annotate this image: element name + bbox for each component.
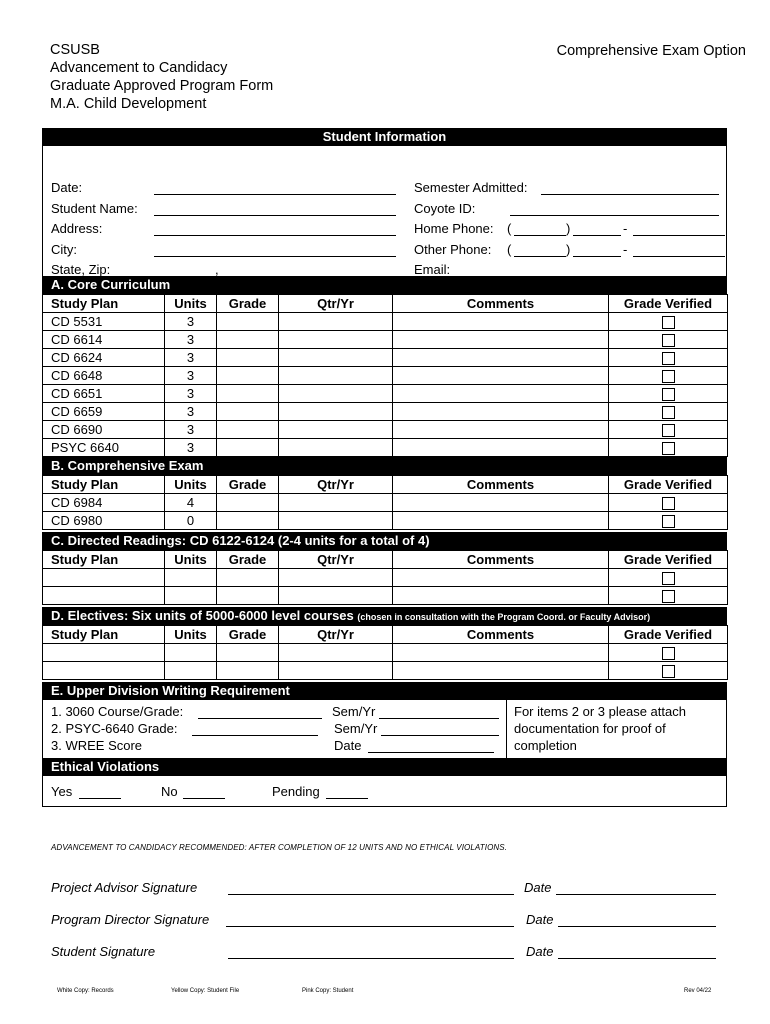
program-director-date[interactable] [558,912,716,927]
col-qtr-yr: Qtr/Yr [279,551,393,569]
grade-cell[interactable] [217,349,279,367]
units-cell[interactable] [165,569,217,587]
table-row [43,385,728,403]
grade-cell[interactable] [217,403,279,421]
email-field[interactable] [476,262,725,277]
col-units: Units [165,295,217,313]
grade-cell[interactable] [217,367,279,385]
course-code-cell[interactable] [43,587,165,605]
grade-cell[interactable] [217,587,279,605]
sem-yr-field-2[interactable] [381,721,499,736]
verified-cell [609,494,728,512]
qtr-yr-cell[interactable] [279,662,393,680]
comments-cell[interactable] [393,512,609,530]
qtr-yr-cell[interactable] [279,569,393,587]
student-info-header: Student Information [42,128,727,146]
zip-field[interactable] [227,262,396,277]
course-units: 4 [165,494,217,512]
home-phone-open: ( [507,221,512,236]
col-study-plan: Study Plan [43,476,165,494]
date-label-wree: Date [334,738,362,753]
table-row [43,313,728,331]
course-code: CD 6690 [43,421,165,439]
writing-item-2: 2. PSYC-6640 Grade: [51,721,178,736]
units-cell[interactable] [165,587,217,605]
col-grade: Grade [217,626,279,644]
col-grade: Grade [217,295,279,313]
grade-cell[interactable] [217,662,279,680]
col-qtr-yr: Qtr/Yr [279,476,393,494]
col-units: Units [165,626,217,644]
comments-cell[interactable] [393,644,609,662]
table-header-row [43,295,728,313]
home-phone-prefix[interactable] [573,221,621,236]
grade-verified-checkbox[interactable] [662,442,675,455]
course-code: CD 5531 [43,313,165,331]
qtr-yr-cell[interactable] [279,349,393,367]
qtr-yr-cell[interactable] [279,421,393,439]
yes-field[interactable] [79,784,121,799]
other-phone-number[interactable] [633,242,725,257]
grade-verified-checkbox[interactable] [662,406,675,419]
col-grade-verified: Grade Verified [609,551,728,569]
verified-cell [609,512,728,530]
col-comments: Comments [393,295,609,313]
verified-cell [609,644,728,662]
student-name-label: Student Name: [51,201,138,216]
email-label: Email: [414,262,451,277]
attach-note-line-3: completion [514,738,577,753]
table-row [43,644,728,662]
writing-requirement-header: E. Upper Division Writing Requirement [42,682,727,700]
col-study-plan: Study Plan [43,551,165,569]
table-row [43,349,728,367]
no-label: No [161,784,178,799]
electives-title: D. Electives: Six units of 5000-6000 level courses [51,608,354,623]
footer-pink-copy: Pink Copy: Student [302,988,354,994]
qtr-yr-cell[interactable] [279,367,393,385]
qtr-yr-cell[interactable] [279,512,393,530]
address-field[interactable] [154,221,396,236]
table-row [43,494,728,512]
qtr-yr-cell[interactable] [279,587,393,605]
course-units: 3 [165,331,217,349]
exam-option-title: Comprehensive Exam Option [556,43,746,59]
col-qtr-yr: Qtr/Yr [279,626,393,644]
state-zip-separator: , [215,262,219,277]
course-code: PSYC 6640 [43,439,165,457]
program-director-date-label: Date [526,912,554,927]
units-cell[interactable] [165,662,217,680]
verified-cell [609,403,728,421]
course-code-cell[interactable] [43,569,165,587]
pending-label: Pending [272,784,320,799]
grade-verified-checkbox[interactable] [662,388,675,401]
course-units: 3 [165,421,217,439]
comments-cell[interactable] [393,569,609,587]
electives-table [42,625,728,680]
comments-cell[interactable] [393,421,609,439]
comments-cell[interactable] [393,662,609,680]
address-label: Address: [51,221,103,236]
grade-verified-checkbox[interactable] [662,352,675,365]
grade-cell[interactable] [217,439,279,457]
qtr-yr-cell[interactable] [279,403,393,421]
date-label: Date: [51,180,83,195]
grade-cell[interactable] [217,512,279,530]
attach-note-line-2: documentation for proof of [514,721,666,736]
table-header-row [43,626,728,644]
other-phone-dash: - [623,242,628,257]
verified-cell [609,421,728,439]
course-units: 0 [165,512,217,530]
verified-cell [609,587,728,605]
program-director-label: Program Director Signature [51,912,210,927]
table-row [43,421,728,439]
home-phone-number[interactable] [633,221,725,236]
core-curriculum-header: A. Core Curriculum [42,276,727,294]
home-phone-label: Home Phone: [414,221,494,236]
comments-cell[interactable] [393,313,609,331]
comments-cell[interactable] [393,385,609,403]
col-grade: Grade [217,476,279,494]
psyc-grade-field[interactable] [192,721,318,736]
home-phone-dash: - [623,221,628,236]
grade-cell[interactable] [217,494,279,512]
program-form [42,128,727,807]
verified-cell [609,313,728,331]
grade-cell[interactable] [217,385,279,403]
comments-cell[interactable] [393,349,609,367]
grade-verified-checkbox[interactable] [662,316,675,329]
course-units: 3 [165,385,217,403]
col-qtr-yr: Qtr/Yr [279,295,393,313]
project-advisor-date[interactable] [556,880,716,895]
student-date-label: Date [526,944,554,959]
grade-verified-checkbox[interactable] [662,424,675,437]
verified-cell [609,569,728,587]
verified-cell [609,367,728,385]
table-row [43,569,728,587]
grade-verified-checkbox[interactable] [662,572,675,585]
comprehensive-exam-header: B. Comprehensive Exam [42,457,727,475]
comments-cell[interactable] [393,367,609,385]
state-field[interactable] [154,262,214,277]
verified-cell [609,349,728,367]
pending-field[interactable] [326,784,368,799]
writing-item-3: 3. WREE Score [51,738,143,753]
header-line-3: Graduate Approved Program Form [50,78,274,94]
verified-cell [609,385,728,403]
table-header-row [43,551,728,569]
col-comments: Comments [393,476,609,494]
qtr-yr-cell[interactable] [279,494,393,512]
course-units: 3 [165,439,217,457]
project-advisor-label: Project Advisor Signature [51,880,198,895]
table-row [43,439,728,457]
qtr-yr-cell[interactable] [279,331,393,349]
student-signature-label: Student Signature [51,944,156,959]
grade-cell[interactable] [217,331,279,349]
sem-yr-label-2: Sem/Yr [334,721,378,736]
qtr-yr-cell[interactable] [279,439,393,457]
table-row [43,331,728,349]
other-phone-prefix[interactable] [573,242,621,257]
course-code: CD 6648 [43,367,165,385]
comments-cell[interactable] [393,331,609,349]
home-phone-area[interactable] [514,221,566,236]
comments-cell[interactable] [393,403,609,421]
yes-label: Yes [51,784,73,799]
project-advisor-signature[interactable] [228,880,514,895]
course-units: 3 [165,403,217,421]
grade-verified-checkbox[interactable] [662,665,675,678]
course-grade-field[interactable] [198,704,322,719]
table-row [43,587,728,605]
table-row [43,512,728,530]
semester-admitted-field[interactable] [541,180,719,195]
course-code: CD 6984 [43,494,165,512]
verified-cell [609,439,728,457]
qtr-yr-cell[interactable] [279,385,393,403]
col-comments: Comments [393,626,609,644]
ethical-violations-header: Ethical Violations [42,758,727,776]
comprehensive-exam-table [42,475,728,530]
student-date[interactable] [558,944,716,959]
verified-cell [609,662,728,680]
col-grade-verified: Grade Verified [609,476,728,494]
comments-cell[interactable] [393,439,609,457]
other-phone-open: ( [507,242,512,257]
course-code-cell[interactable] [43,644,165,662]
units-cell[interactable] [165,644,217,662]
comments-cell[interactable] [393,494,609,512]
sem-yr-field-1[interactable] [379,704,499,719]
attach-note-line-1: For items 2 or 3 please attach [514,704,686,719]
coyote-id-field[interactable] [510,201,719,216]
col-units: Units [165,476,217,494]
grade-cell[interactable] [217,644,279,662]
grade-cell[interactable] [217,313,279,331]
electives-note: (chosen in consultation with the Program Coord. or Faculty Advisor) [357,612,651,622]
coyote-id-label: Coyote ID: [414,201,476,216]
table-header-row [43,476,728,494]
grade-verified-checkbox[interactable] [662,647,675,660]
course-units: 3 [165,367,217,385]
col-comments: Comments [393,551,609,569]
sem-yr-label-1: Sem/Yr [332,704,376,719]
col-study-plan: Study Plan [43,626,165,644]
program-director-signature[interactable] [226,912,514,927]
date-field[interactable] [154,180,396,195]
header-line-2: Advancement to Candidacy [50,60,228,76]
attach-note-box [506,700,728,758]
footer-yellow-copy: Yellow Copy: Student File [171,988,240,994]
student-name-field[interactable] [154,201,396,216]
course-units: 3 [165,349,217,367]
course-code: CD 6659 [43,403,165,421]
writing-requirement-section [42,700,727,758]
verified-cell [609,331,728,349]
wree-date-field[interactable] [368,738,494,753]
footer-revision: Rev 04/22 [684,988,712,994]
col-grade: Grade [217,551,279,569]
core-curriculum-table [42,294,728,457]
grade-cell[interactable] [217,569,279,587]
grade-verified-checkbox[interactable] [662,370,675,383]
course-code: CD 6980 [43,512,165,530]
col-grade-verified: Grade Verified [609,626,728,644]
header-line-4: M.A. Child Development [50,96,207,112]
other-phone-close: ) [566,242,571,257]
form-header [50,41,273,113]
other-phone-label: Other Phone: [414,242,492,257]
col-units: Units [165,551,217,569]
qtr-yr-cell[interactable] [279,313,393,331]
table-row [43,403,728,421]
grade-cell[interactable] [217,421,279,439]
header-line-1: CSUSB [50,42,100,58]
footer-white-copy: White Copy: Records [57,988,114,994]
student-signature[interactable] [228,944,514,959]
recommendation-note: ADVANCEMENT TO CANDIDACY RECOMMENDED: AFTER COMPLETION OF 12 UNITS AND NO ETHICAL VIOLATIONS. [51,843,508,852]
directed-readings-table [42,550,728,605]
directed-readings-header: C. Directed Readings: CD 6122-6124 (2-4 units for a total of 4) [42,532,727,550]
project-advisor-date-label: Date [524,880,552,895]
col-grade-verified: Grade Verified [609,295,728,313]
student-info-section [42,146,727,276]
col-study-plan: Study Plan [43,295,165,313]
course-units: 3 [165,313,217,331]
home-phone-close: ) [566,221,571,236]
electives-header [42,607,727,625]
writing-item-1: 1. 3060 Course/Grade: [51,704,184,719]
semester-admitted-label: Semester Admitted: [414,180,528,195]
course-code: CD 6624 [43,349,165,367]
other-phone-area[interactable] [514,242,566,257]
grade-verified-checkbox[interactable] [662,515,675,528]
course-code-cell[interactable] [43,662,165,680]
course-code: CD 6651 [43,385,165,403]
table-row [43,367,728,385]
qtr-yr-cell[interactable] [279,644,393,662]
ethical-violations-section [42,776,727,807]
city-label: City: [51,242,77,257]
no-field[interactable] [183,784,225,799]
table-row [43,662,728,680]
grade-verified-checkbox[interactable] [662,334,675,347]
grade-verified-checkbox[interactable] [662,590,675,603]
course-code: CD 6614 [43,331,165,349]
city-field[interactable] [154,242,396,257]
state-zip-label: State, Zip: [51,262,111,277]
comments-cell[interactable] [393,587,609,605]
grade-verified-checkbox[interactable] [662,497,675,510]
